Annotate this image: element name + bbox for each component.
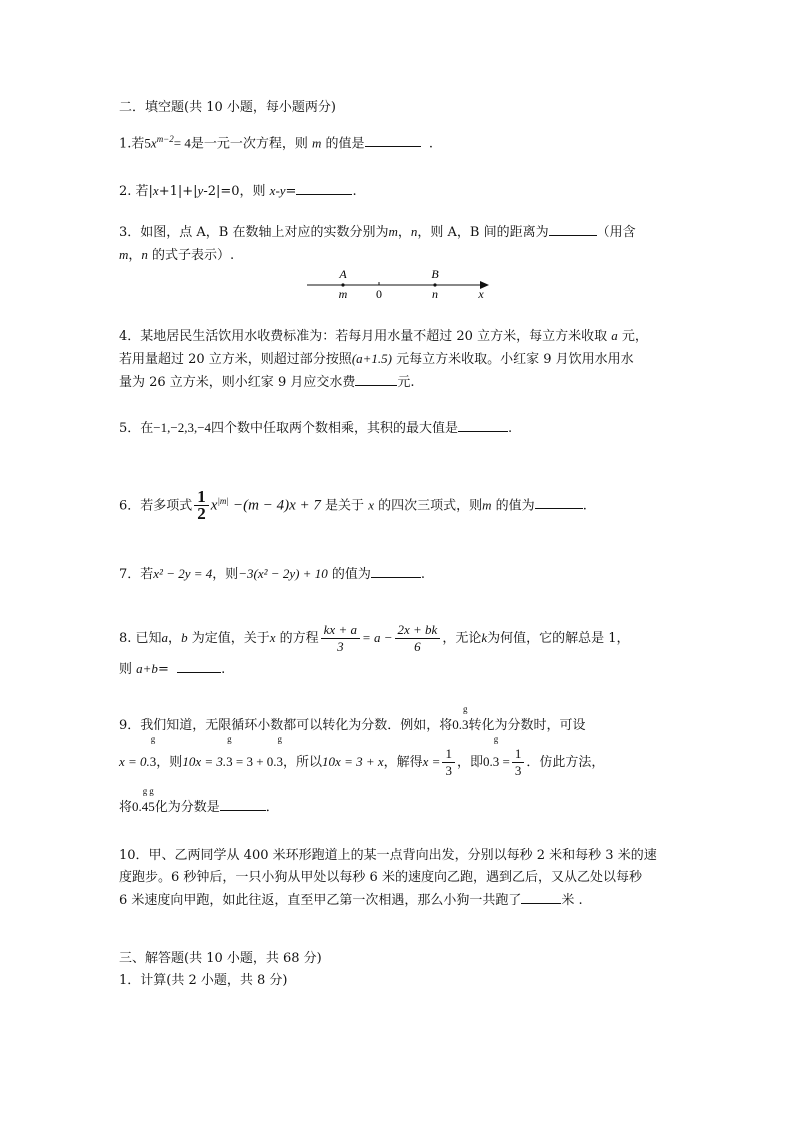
q10-line3: 6 米速度向甲跑，如此往返，直至甲乙第一次相遇，那么小狗一共跑了 — [119, 893, 522, 908]
q6-frac-den: 2 — [197, 504, 206, 524]
q2-answer-blank[interactable] — [296, 180, 352, 195]
q8-f2-num: 2x + bk — [395, 622, 441, 639]
q3-comma: ， — [397, 225, 411, 240]
q9-frac1-num: 1 — [442, 746, 455, 763]
q8-f2-den: 6 — [414, 639, 421, 654]
q9-repeating-3a — [462, 704, 469, 736]
q2-y: y — [197, 183, 204, 198]
repeat-dot-icon: g — [463, 704, 468, 714]
q2-p1: +1|+| — [158, 184, 198, 199]
q6-mid2: 的四次三项式，则 — [378, 498, 483, 514]
q10-line3-end: 米 . — [561, 893, 583, 908]
q4-a: a — [611, 328, 618, 343]
q10-answer-blank[interactable] — [521, 889, 561, 904]
q7-end: . — [420, 567, 425, 582]
q2-p2: -2|=0，则 — [203, 184, 266, 199]
q6-m: m — [482, 497, 492, 513]
q9-line3-tail: 化为分数是 — [154, 800, 220, 815]
q6-exp: |m| — [217, 496, 229, 506]
q8-end: . — [221, 662, 226, 677]
q9-l2d: 3 — [226, 754, 233, 769]
q9-l2j: x = — [422, 754, 441, 769]
q1-tail: 的值是 — [325, 136, 365, 152]
q6-answer-blank[interactable] — [535, 494, 583, 509]
q3-line2-tail: 的式子表示）. — [152, 248, 235, 263]
q6-prefix: 6．若多项式 — [119, 498, 193, 514]
q7-answer-blank[interactable] — [371, 563, 421, 578]
question-7 — [119, 563, 679, 586]
question-8-line-2 — [119, 658, 679, 681]
q9-frac1-den: 3 — [445, 763, 452, 778]
section-3-heading — [119, 948, 679, 992]
section-2-heading-text: 二．填空题(共 10 小题，每小题两分) — [119, 100, 336, 115]
q9-repeating-3d — [276, 734, 284, 780]
label-x: x — [478, 287, 484, 301]
q9-repeating-3b — [149, 734, 157, 780]
q5-end: . — [508, 421, 513, 436]
q10-line1: 10．甲、乙两同学从 400 米环形跑道上的某一点背向出发，分别以每秒 2 米和每秒 3 米的速 — [119, 848, 657, 863]
q6-tail: 的值为 — [495, 498, 535, 514]
q9-l2g: ，所以 — [283, 755, 323, 770]
q8-f1-num: kx + a — [321, 622, 360, 639]
q4-line2-a: 若用量超过 20 立方米，则超过部分按照 — [119, 352, 352, 367]
q8-fraction-1 — [321, 622, 360, 655]
q10-line2: 度跑步。6 秒钟后，一只小狗从甲处以每秒 6 米的速度向乙跑，遇到乙后，又从乙处以每秒 — [119, 870, 642, 885]
q9-frac2-num: 1 — [512, 746, 525, 763]
q5-answer-blank[interactable] — [458, 417, 508, 432]
q6-frac-num: 1 — [194, 489, 209, 506]
q8-answer-blank[interactable] — [177, 658, 221, 673]
q9-frac2-den: 3 — [514, 763, 522, 778]
repeat-dot-icon: g — [149, 786, 154, 796]
q8-eqmid: = a − — [361, 630, 393, 645]
q9-l2r: 3 — [149, 754, 157, 769]
q3-mid: ，则 A，B 间的距离为 — [417, 225, 549, 240]
q2-x: x — [152, 183, 159, 198]
q9-answer-blank[interactable] — [220, 796, 266, 811]
q7-tail: 的值为 — [331, 567, 371, 582]
q9-line1: 9．我们知道，无限循环小数都可以转化为分数．例如，将 — [119, 718, 453, 733]
question-6 — [119, 484, 679, 523]
q9-repeating-3c — [226, 734, 233, 780]
q7-prefix: 7．若 — [119, 567, 154, 582]
q1-var: m — [312, 135, 322, 151]
repeat-dot-icon: g — [150, 734, 156, 744]
question-5 — [119, 417, 679, 440]
q6-end: . — [582, 498, 587, 514]
q5-nums: −1,−2,3,−4 — [153, 420, 212, 435]
repeat-dot-icon: g — [277, 734, 283, 744]
q6-var: x — [368, 497, 374, 513]
q9-l2k: ，即 — [456, 755, 483, 770]
q2-prefix: 2. 若| — [119, 184, 153, 199]
q9-l2i: ，解得 — [383, 755, 423, 770]
q3-line2-m: m — [119, 247, 129, 262]
question-9-line-3 — [119, 786, 679, 819]
repeat-dot-icon: g — [227, 734, 232, 744]
q7-expr2: −3(x² − 2y) + 10 — [238, 566, 328, 581]
q8-line2-eq: = — [157, 662, 169, 677]
q8-c1: ， — [168, 631, 182, 646]
q4-text2: 元， — [621, 329, 648, 344]
q2-eq: = — [285, 184, 297, 199]
label-a: A — [339, 267, 347, 281]
question-3: 3．如图，点 A，B 在数轴上对应的实数分别为m，n，则 A，B 间的距离为 （用含 m，n 的式子表示）. — [119, 221, 679, 267]
question-2 — [119, 180, 679, 203]
q4-line3-end: 元. — [397, 375, 415, 390]
q1-prefix: 1.若 — [119, 136, 145, 152]
q9-l2h: 10x = 3 + x — [322, 754, 384, 769]
q9-l2l: 0. — [482, 754, 493, 769]
q9-repeating-3e — [492, 734, 500, 780]
question-8 — [119, 618, 679, 659]
q4-answer-blank[interactable] — [355, 371, 397, 386]
label-b: B — [431, 267, 439, 281]
q9-l2a: x = 0. — [119, 754, 150, 769]
q2-expr: x-y — [269, 183, 286, 198]
q9-line3: 将 — [119, 800, 133, 815]
label-zero: 0 — [376, 287, 382, 301]
q8-mid: 为定值，关于 — [191, 631, 270, 646]
q9-line1-tail: 转化为分数时，可设 — [468, 718, 586, 733]
q6-fraction — [194, 489, 209, 522]
q9-repeating-5 — [148, 786, 155, 818]
q3-tail: （用含 — [596, 225, 636, 240]
q8-f1-den: 3 — [337, 639, 344, 654]
label-n: n — [432, 287, 438, 301]
q5-tail: 四个数中任取两个数相乘，其积的最大值是 — [211, 421, 459, 436]
q1-coef: 5 — [144, 135, 151, 151]
q8-line2: 则 — [119, 662, 133, 677]
question-4 — [119, 325, 679, 394]
q9-l2b: ，则 — [156, 755, 183, 770]
q9-l2n: = — [499, 754, 510, 769]
q9-l2f: 3 — [276, 754, 284, 769]
q8-prefix: 8. 已知 — [119, 631, 162, 646]
q1-eq: = 4 — [173, 135, 191, 151]
q9-fraction-1 — [442, 746, 455, 779]
q9-fraction-2 — [512, 746, 525, 779]
q9-l2e: = 3 + 0. — [232, 754, 277, 769]
q8-fraction-2 — [395, 622, 441, 655]
q9-l2c: 10x = 3. — [182, 754, 227, 769]
q2-end: . — [352, 184, 357, 199]
q8-line2-expr: a+b — [136, 661, 158, 676]
q9-r1: 3 — [462, 717, 469, 732]
q8-b: b — [181, 630, 188, 645]
q9-end: ． — [265, 800, 279, 815]
q1-answer-blank[interactable] — [365, 132, 421, 147]
q3-line1: 3．如图，点 A，B 在数轴上对应的实数分别为 — [119, 225, 389, 240]
q7-expr1: x² − 2y = 4 — [153, 566, 213, 581]
q6-expr: −(m − 4)x + 7 — [233, 497, 321, 514]
section-3-subheading: 1．计算(共 2 小题，共 8 分) — [119, 973, 288, 988]
q3-line2-n: n — [141, 247, 148, 262]
number-line-figure — [300, 264, 500, 304]
q9-l3a: 0. — [132, 799, 142, 814]
label-m: m — [338, 287, 348, 301]
q1-x: x — [150, 135, 157, 151]
q5-prefix: 5．在 — [119, 421, 154, 436]
q1-end: . — [428, 136, 433, 152]
question-9 — [119, 704, 679, 737]
q8-tail2: 为何值，它的解总是 1， — [487, 631, 630, 646]
q9-d1: 0. — [452, 717, 463, 732]
section-3-heading-text: 三、解答题(共 10 小题，共 68 分) — [119, 951, 322, 966]
q3-n: n — [410, 224, 418, 239]
repeat-dot-icon: g — [142, 786, 148, 796]
q4-line2-b: 元每立方米收取。小红家 9 月饮用水用水 — [396, 352, 634, 367]
q9-l2m: 3 — [492, 754, 500, 769]
q6-mid: 是关于 — [325, 498, 365, 514]
q1-exponent: m−2 — [156, 134, 174, 144]
question-1 — [119, 128, 679, 155]
q8-x: x — [269, 630, 276, 645]
q4-line3: 量为 26 立方米，则小红家 9 月应交水费 — [119, 375, 356, 390]
q8-a: a — [161, 630, 169, 645]
q9-l3b: 4 — [141, 799, 149, 814]
q9-l3c: 5 — [148, 799, 155, 814]
question-10 — [119, 845, 679, 912]
q8-k: k — [481, 630, 488, 645]
q8-tail: ，无论 — [442, 631, 482, 646]
q4-text1: 4．某地居民生活饮用水收费标准为：若每月用水量不超过 20 立方米，每立方米收取 — [119, 329, 608, 344]
q9-l2o: ．仿此方法， — [526, 755, 605, 770]
repeat-dot-icon: g — [493, 734, 499, 744]
q3-m: m — [388, 224, 398, 239]
q3-answer-blank[interactable] — [549, 221, 597, 236]
q4-line2-expr: (a+1.5) — [351, 351, 392, 366]
q6-x: x — [210, 497, 218, 514]
q8-mid2: 的方程 — [279, 631, 319, 646]
q7-mid: ，则 — [212, 567, 239, 582]
question-9-line-2 — [119, 734, 679, 781]
section-2-heading — [119, 97, 679, 119]
q1-mid: 是一元一次方程，则 — [190, 136, 308, 152]
